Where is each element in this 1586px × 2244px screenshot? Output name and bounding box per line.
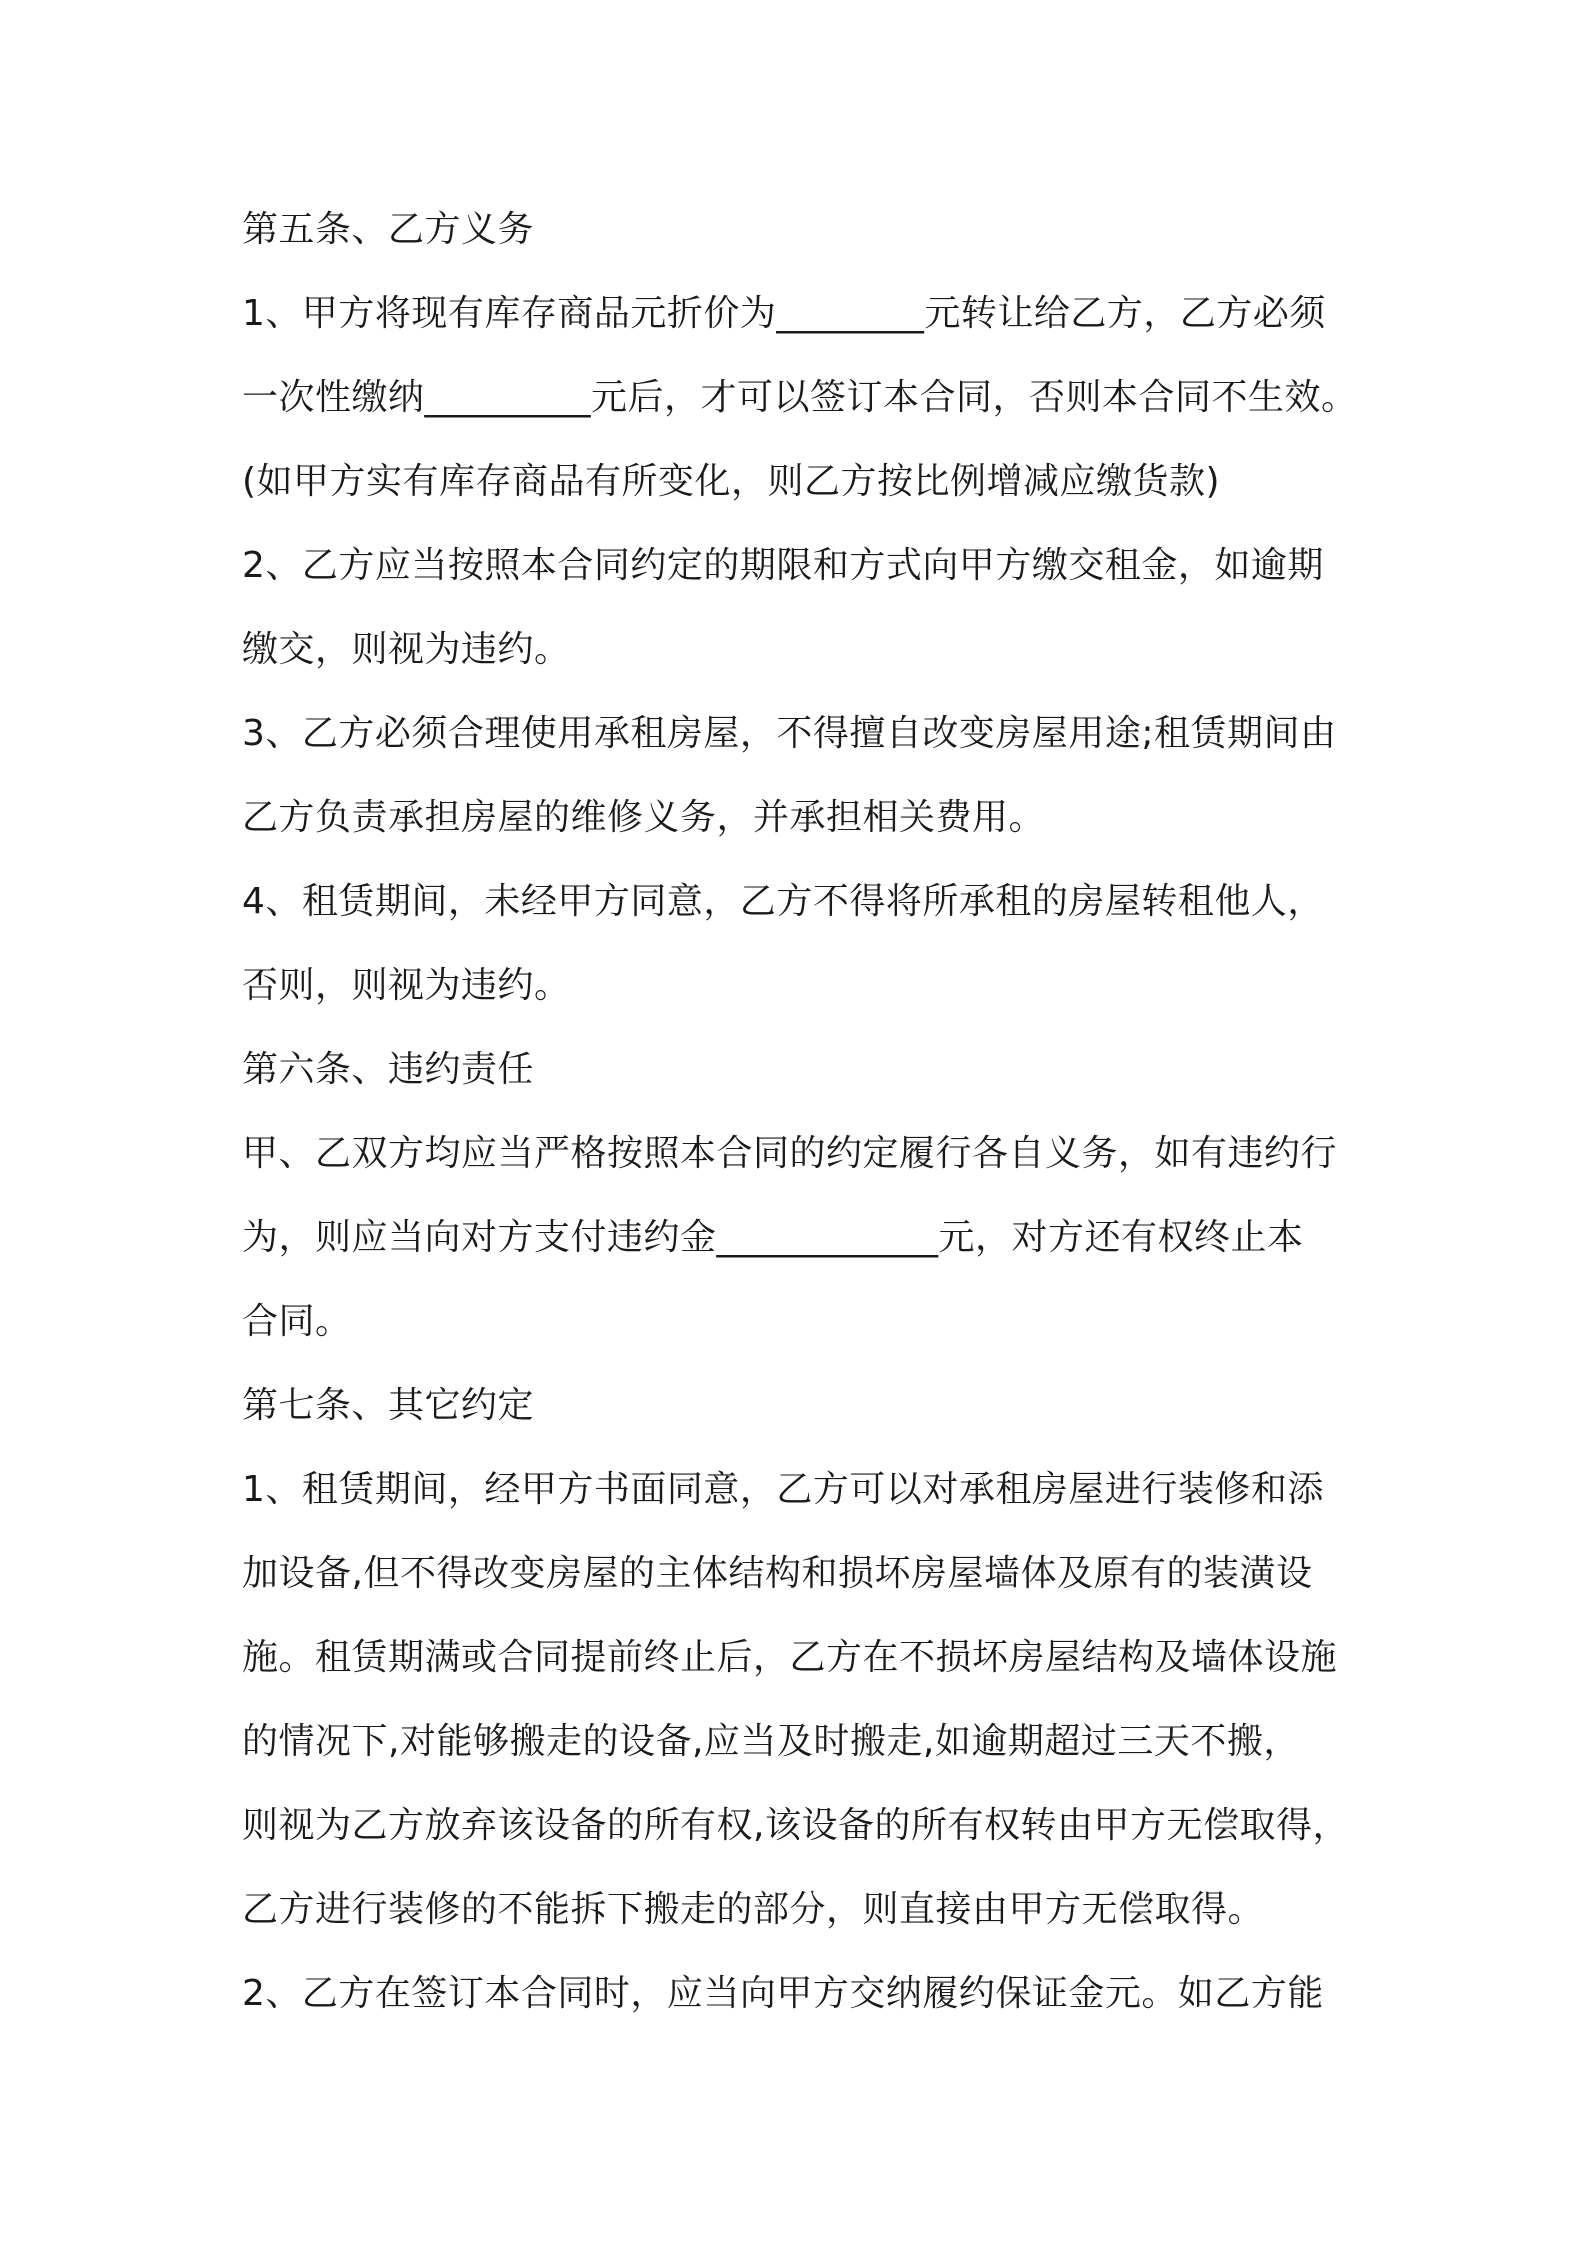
paragraph-line: 则视为乙方放弃该设备的所有权,该设备的所有权转由甲方无偿取得， bbox=[242, 1805, 1349, 1846]
paragraph-line: 乙方进行装修的不能拆下搬走的部分，则直接由甲方无偿取得。 bbox=[242, 1889, 1265, 1930]
paragraph-line: 1、租赁期间，经甲方书面同意，乙方可以对承租房屋进行装修和添 bbox=[242, 1469, 1324, 1510]
paragraph-line: 加设备,但不得改变房屋的主体结构和损坏房屋墙体及原有的装潢设 bbox=[242, 1553, 1313, 1594]
paragraph-line: 乙方负责承担房屋的维修义务，并承担相关费用。 bbox=[242, 797, 1046, 838]
paragraph-line: 甲、乙双方均应当严格按照本合同的约定履行各自义务，如有违约行 bbox=[242, 1133, 1338, 1174]
paragraph-line: 缴交，则视为违约。 bbox=[242, 629, 571, 670]
section-heading-article-6: 第六条、违约责任 bbox=[242, 1049, 535, 1090]
paragraph-line: 2、乙方在签订本合同时，应当向甲方交纳履约保证金元。如乙方能 bbox=[242, 1973, 1324, 2014]
paragraph-line: 4、租赁期间，未经甲方同意，乙方不得将所承租的房屋转租他人， bbox=[242, 881, 1324, 922]
paragraph-line: 一次性缴纳_________元后，才可以签订本合同，否则本合同不生效。 bbox=[242, 377, 1358, 418]
paragraph-line: 否则，则视为违约。 bbox=[242, 965, 571, 1006]
paragraph-line: 1、甲方将现有库存商品元折价为________元转让给乙方，乙方必须 bbox=[242, 293, 1326, 334]
paragraph-line: 的情况下,对能够搬走的设备,应当及时搬走,如逾期超过三天不搬， bbox=[242, 1721, 1300, 1762]
paragraph-line: 3、乙方必须合理使用承租房屋，不得擅自改变房屋用途;租赁期间由 bbox=[242, 713, 1337, 754]
paragraph-line: 2、乙方应当按照本合同约定的期限和方式向甲方缴交租金，如逾期 bbox=[242, 545, 1324, 586]
paragraph-line: 施。租赁期满或合同提前终止后，乙方在不损坏房屋结构及墙体设施 bbox=[242, 1637, 1338, 1678]
contract-text bbox=[242, 198, 1362, 2046]
paragraph-line: 合同。 bbox=[242, 1301, 352, 1342]
paragraph-line: (如甲方实有库存商品有所变化，则乙方按比例增减应缴货款) bbox=[242, 461, 1221, 502]
section-heading-article-5: 第五条、乙方义务 bbox=[242, 209, 535, 250]
paragraph-line: 为，则应当向对方支付违约金____________元，对方还有权终止本 bbox=[242, 1217, 1304, 1258]
section-heading-article-7: 第七条、其它约定 bbox=[242, 1385, 535, 1426]
